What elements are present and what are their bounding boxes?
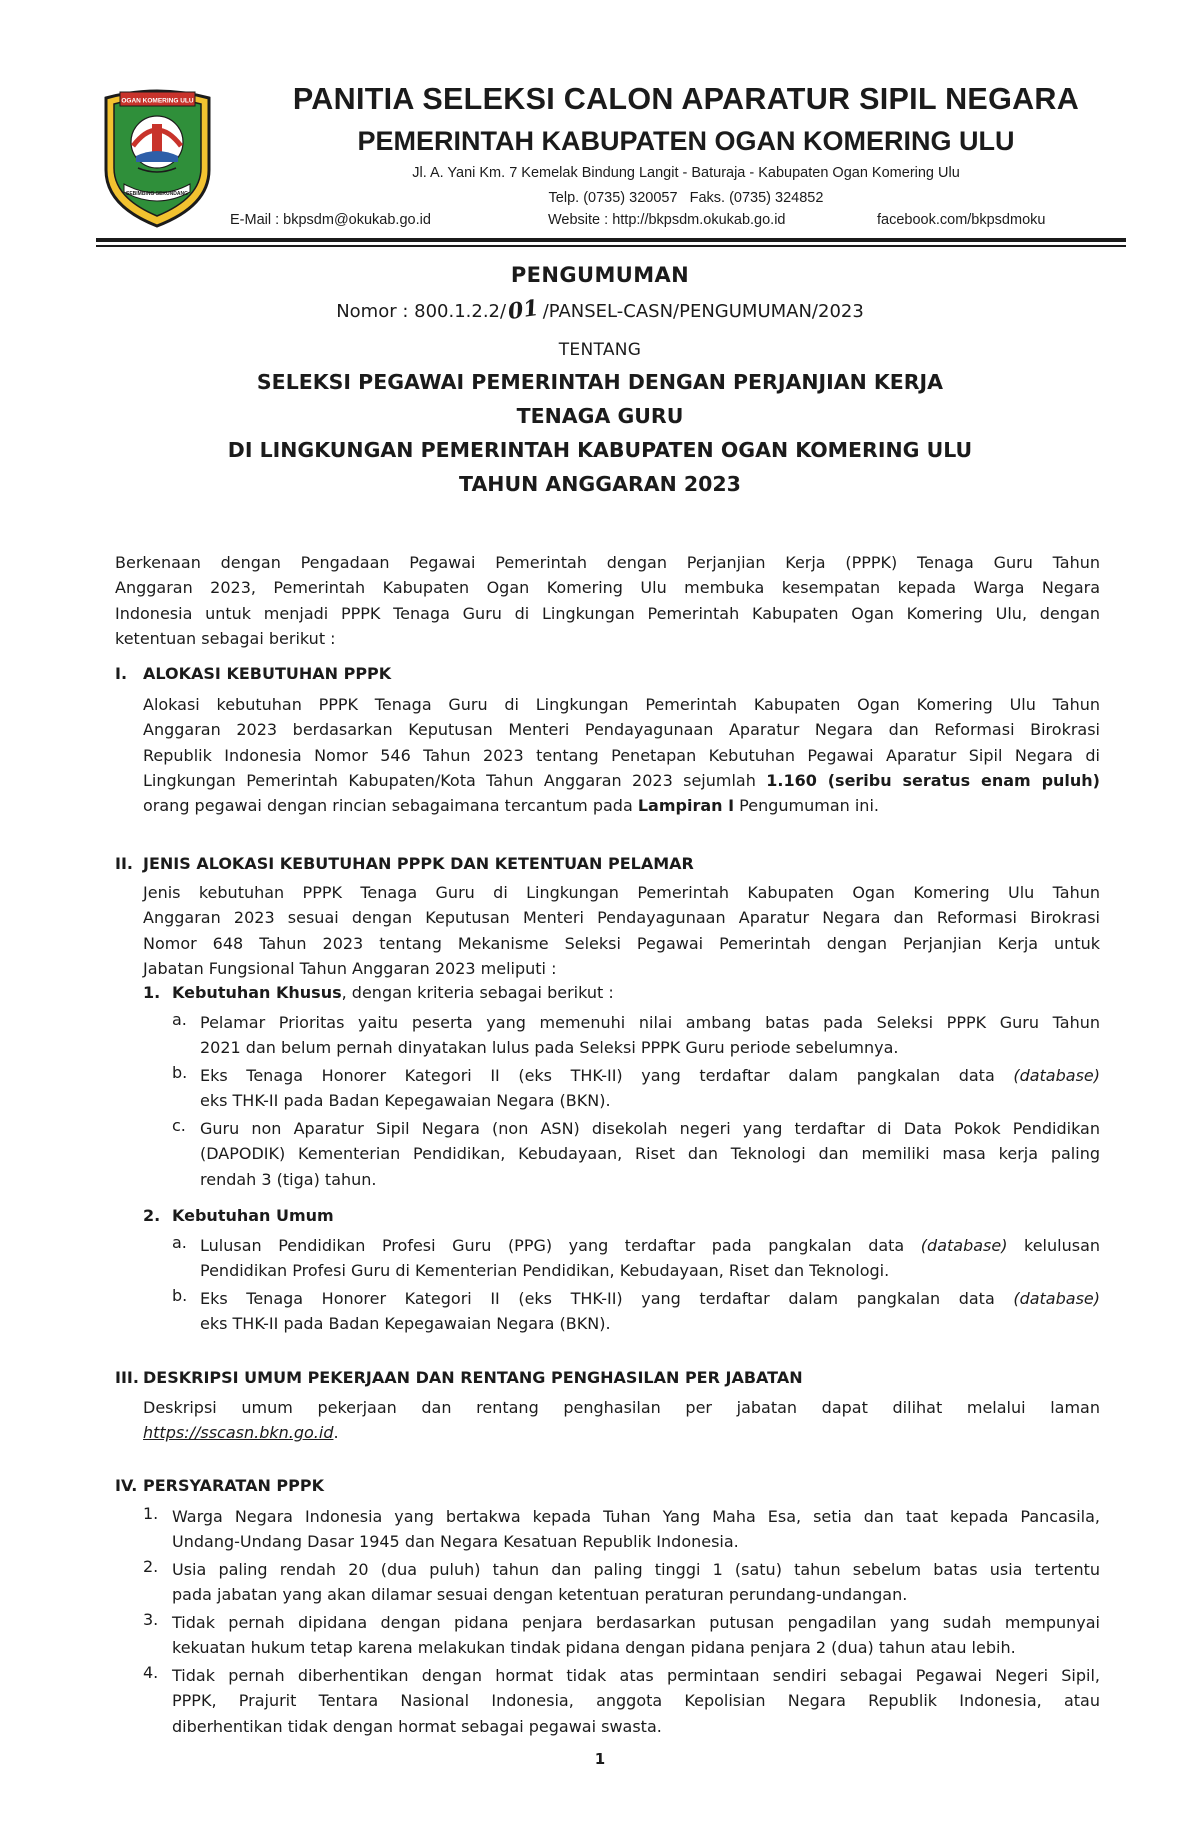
text-line: Republik Indonesia Nomor 546 Tahun 2023 tentang Penetapan Kebutuhan Pegawai Aparatur Sipil Negara di — [143, 745, 1100, 765]
text-run-italic: (database) — [1013, 1289, 1100, 1308]
logo-banner-text: OGAN KOMERING ULU — [121, 97, 194, 105]
text-line — [200, 1233, 1100, 1258]
requirement-text — [172, 1504, 1100, 1555]
sub-item-letter: a. — [172, 1233, 187, 1252]
requirement-text — [172, 1663, 1100, 1739]
section-number: IV. — [115, 1476, 138, 1495]
text-line: PPPK, Prajurit Tentara Nasional Indonesia, anggota Kepolisian Negara Republik Indonesia, atau — [172, 1691, 1100, 1711]
section-title: ALOKASI KEBUTUHAN PPPK — [143, 664, 392, 683]
sub-item-letter: a. — [172, 1010, 187, 1029]
text-run: Pengumuman ini. — [734, 796, 879, 816]
text-line — [200, 1286, 1100, 1311]
item-number: 1. — [143, 983, 161, 1002]
sub-item-letter: c. — [172, 1116, 186, 1135]
item-title: Kebutuhan Khusus — [172, 983, 342, 1002]
sub-item-text — [200, 1010, 1100, 1061]
org-phone-fax: Telp. (0735) 320057 Faks. (0735) 324852 — [548, 190, 824, 206]
org-address: Jl. A. Yani Km. 7 Kemelak Bindung Langit - Baturaja - Kabupaten Ogan Komering Ulu — [412, 165, 960, 181]
doc-number-suffix: /PANSEL-CASN/PENGUMUMAN/2023 — [542, 301, 864, 322]
text-line: Tidak pernah diberhentikan dengan hormat tidak atas permintaan sendiri sebagai Pegawai Negeri Sipil, — [172, 1666, 1100, 1685]
text-line — [143, 793, 1100, 818]
text-run: kelulusan — [1007, 1236, 1101, 1255]
text-line: (DAPODIK) Kementerian Pendidikan, Kebudayaan, Riset dan Teknologi dan memiliki masa kerja paling — [200, 1144, 1100, 1164]
kebutuhan-umum-heading: Kebutuhan Umum — [172, 1206, 334, 1225]
page-number: 1 — [594, 1750, 606, 1768]
doc-title-line: TAHUN ANGGARAN 2023 — [459, 472, 741, 496]
text-line: diberhentikan tidak dengan hormat sebagai pegawai swasta. — [172, 1716, 662, 1736]
text-line: Anggaran 2023 sesuai dengan Keputusan Menteri Pendayagunaan Aparatur Negara dan Reformasi Birokrasi — [143, 908, 1100, 928]
text-line: Berkenaan dengan Pengadaan Pegawai Pemerintah dengan Perjanjian Kerja (PPPK) Tenaga Guru Tahun — [115, 553, 1100, 572]
text-line: ketentuan sebagai berikut : — [115, 628, 336, 648]
text-run: Lingkungan Pemerintah Kabupaten/Kota Tahun Anggaran 2023 sejumlah — [143, 770, 767, 790]
text-line — [143, 1420, 1100, 1445]
section-title: JENIS ALOKASI KEBUTUHAN PPPK DAN KETENTUAN PELAMAR — [143, 854, 694, 873]
section-title: DESKRIPSI UMUM PEKERJAAN DAN RENTANG PENGHASILAN PER JABATAN — [143, 1368, 803, 1387]
doc-title-line: TENAGA GURU — [516, 404, 684, 428]
doc-tentang: TENTANG — [558, 340, 642, 360]
text-line: Usia paling rendah 20 (dua puluh) tahun dan paling tinggi 1 (satu) tahun sebelum batas usia tertentu — [172, 1560, 1100, 1579]
intro-paragraph — [115, 550, 1100, 651]
requirement-number: 3. — [143, 1610, 159, 1629]
text-run: . — [333, 1423, 339, 1443]
section-number: I. — [115, 664, 128, 683]
text-line: 2021 dan belum pernah dinyatakan lulus pada Seleksi PPPK Guru periode sebelumnya. — [200, 1038, 899, 1058]
section-3-body — [143, 1395, 1100, 1446]
requirement-number: 2. — [143, 1557, 159, 1576]
doc-title-line: SELEKSI PEGAWAI PEMERINTAH DENGAN PERJANJIAN KERJA — [256, 370, 944, 394]
requirement-text — [172, 1610, 1100, 1661]
org-email: E-Mail : bkpsdm@okukab.go.id — [230, 212, 431, 228]
letterhead-rule-thick — [96, 238, 1126, 242]
org-facebook: facebook.com/bkpsdmoku — [877, 212, 1046, 228]
sub-item-text — [200, 1233, 1100, 1284]
text-line: Nomor 648 Tahun 2023 tentang Mekanisme Seleksi Pegawai Pemerintah dengan Perjanjian Kerja untuk — [143, 933, 1100, 953]
text-line: Anggaran 2023 berdasarkan Keputusan Menteri Pendayagunaan Aparatur Negara dan Reformasi Birokrasi — [143, 720, 1100, 740]
sub-item-text — [200, 1116, 1100, 1192]
text-line: Indonesia untuk menjadi PPPK Tenaga Guru di Lingkungan Pemerintah Kabupaten Ogan Komering Ulu, dengan — [115, 603, 1100, 623]
requirement-number: 4. — [143, 1663, 159, 1682]
sub-item-text — [200, 1063, 1100, 1114]
text-line: pada jabatan yang akan dilamar sesuai dengan ketentuan peraturan perundang-undangan. — [172, 1585, 908, 1605]
sub-item-text — [200, 1286, 1100, 1337]
text-line: eks THK-II pada Badan Kepegawaian Negara (BKN). — [200, 1091, 611, 1111]
text-line — [143, 768, 1100, 793]
org-website: Website : http://bkpsdm.okukab.go.id — [548, 212, 786, 228]
item-title-suffix: , dengan kriteria sebagai berikut : — [341, 983, 614, 1002]
text-run-italic: (database) — [920, 1236, 1008, 1255]
text-line: Pelamar Prioritas yaitu peserta yang memenuhi nilai ambang batas pada Seleksi PPPK Guru Tahun — [200, 1013, 1100, 1032]
text-line: Jabatan Fungsional Tahun Anggaran 2023 meliputi : — [143, 958, 557, 978]
letterhead-rule-thin — [96, 245, 1126, 247]
sub-item-letter: b. — [172, 1286, 188, 1305]
text-line: Tidak pernah dipidana dengan pidana penjara berdasarkan putusan pengadilan yang sudah mempunyai — [172, 1613, 1100, 1632]
logo-ribbon-text: SEBIMBING SEKUNDANG — [126, 191, 188, 197]
text-line: Jenis kebutuhan PPPK Tenaga Guru di Lingkungan Pemerintah Kabupaten Ogan Komering Ulu Tahun — [143, 883, 1100, 902]
org-title: PANITIA SELEKSI CALON APARATUR SIPIL NEGARA — [292, 82, 1080, 116]
section-title: PERSYARATAN PPPK — [143, 1476, 324, 1495]
section-2-body — [143, 880, 1100, 981]
text-line: eks THK-II pada Badan Kepegawaian Negara (BKN). — [200, 1314, 611, 1334]
text-line: kekuatan hukum tetap karena melakukan tindak pidana dengan pidana penjara 2 (dua) tahun atau lebih. — [172, 1638, 1016, 1658]
section-number: III. — [115, 1368, 139, 1387]
allocation-total: 1.160 (seribu seratus enam puluh) — [766, 770, 1100, 790]
text-line: Anggaran 2023, Pemerintah Kabupaten Ogan Komering Ulu membuka kesempatan kepada Warga Negara — [115, 578, 1100, 598]
requirement-number: 1. — [143, 1504, 159, 1523]
text-line: Alokasi kebutuhan PPPK Tenaga Guru di Lingkungan Pemerintah Kabupaten Ogan Komering Ulu Tahun — [143, 695, 1100, 714]
text-line: rendah 3 (tiga) tahun. — [200, 1169, 377, 1189]
text-run: Eks Tenaga Honorer Kategori II (eks THK-II) yang terdaftar dalam pangkalan data — [200, 1289, 1014, 1308]
doc-title-line: DI LINGKUNGAN PEMERINTAH KABUPATEN OGAN KOMERING ULU — [227, 438, 973, 462]
text-run: Eks Tenaga Honorer Kategori II (eks THK-II) yang terdaftar dalam pangkalan data — [200, 1066, 1014, 1085]
text-run: orang pegawai dengan rincian sebagaimana tercantum pada — [143, 796, 638, 816]
doc-heading: PENGUMUMAN — [510, 263, 690, 287]
text-line — [200, 1063, 1100, 1088]
item-number: 2. — [143, 1206, 161, 1225]
section-1-body — [143, 692, 1100, 818]
sscasn-link[interactable]: https://sscasn.bkn.go.id — [143, 1423, 334, 1443]
text-line: Pendidikan Profesi Guru di Kementerian Pendidikan, Kebudayaan, Riset dan Teknologi. — [200, 1261, 890, 1281]
attachment-ref: Lampiran I — [637, 796, 735, 816]
doc-number — [100, 294, 1100, 326]
org-subtitle: PEMERINTAH KABUPATEN OGAN KOMERING ULU — [357, 126, 1015, 156]
text-line: Deskripsi umum pekerjaan dan rentang penghasilan per jabatan dapat dilihat melalui laman — [143, 1398, 1100, 1417]
text-run: Lulusan Pendidikan Profesi Guru (PPG) yang terdaftar pada pangkalan data — [200, 1236, 921, 1255]
requirement-text — [172, 1557, 1100, 1608]
doc-number-handwritten: 01 — [506, 294, 541, 326]
doc-number-prefix: Nomor : 800.1.2.2/ — [336, 301, 507, 322]
text-line: Warga Negara Indonesia yang bertakwa kepada Tuhan Yang Maha Esa, setia dan taat kepada Pancasila, — [172, 1507, 1100, 1526]
text-run-italic: (database) — [1013, 1066, 1100, 1085]
sub-item-letter: b. — [172, 1063, 188, 1082]
text-line: Undang-Undang Dasar 1945 dan Negara Kesatuan Republik Indonesia. — [172, 1532, 739, 1552]
kebutuhan-khusus-heading — [172, 983, 614, 1002]
text-line: Guru non Aparatur Sipil Negara (non ASN) disekolah negeri yang terdaftar di Data Pokok Pendidikan — [200, 1119, 1100, 1138]
regency-emblem-logo — [100, 80, 215, 230]
section-number: II. — [115, 854, 133, 873]
